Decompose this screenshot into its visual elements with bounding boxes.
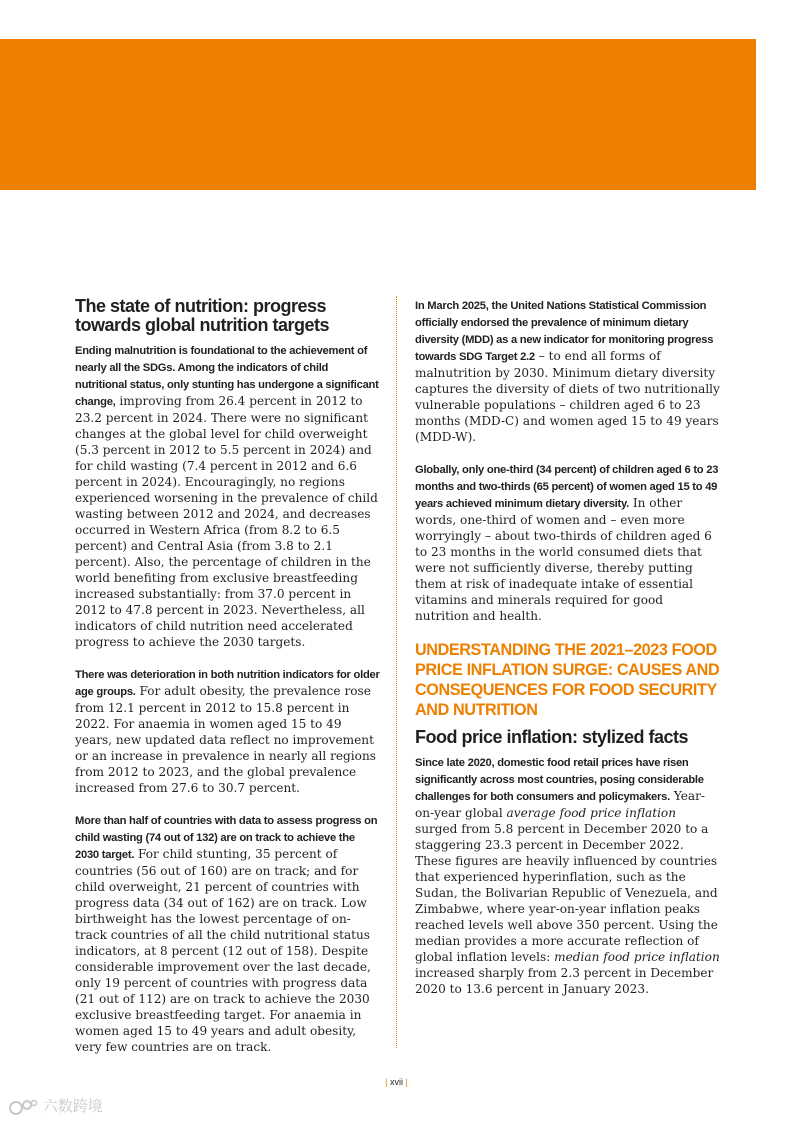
- paragraph-lead: Since late 2020, domestic food retail prices have risen significantly across most countries, posing considerable challenges for both consumers and policymakers.: [415, 757, 704, 803]
- italic-term: average food price inflation: [506, 806, 677, 820]
- column-divider: [396, 296, 397, 1048]
- watermark-text: 六数跨境: [42, 1097, 103, 1115]
- paragraph-stunting: [75, 342, 380, 650]
- paragraph-lead: There was deterioration in both nutrition indicators for older age groups.: [75, 669, 380, 698]
- page-number-text: xvii: [390, 1077, 403, 1087]
- watermark: [8, 1094, 118, 1118]
- right-column: [415, 297, 720, 1013]
- paragraph-body: In other words, one-third of women and – even more worryingly – about two-thirds of children aged 6 to 23 months in the world consumed diets that were not sufficiently diverse, thereby putting them at risk of inadequate intake of essential vitamins and minerals required for good nutrition and health.: [415, 496, 712, 623]
- paragraph-older-age: [75, 666, 380, 796]
- paragraph-body: improving from 26.4 percent in 2012 to 23.2 percent in 2024. There were no significant changes at the global level for child overweight (5.3 percent in 2012 to 5.5 percent in 2024) and for child wasting (7.4 percent in 2012 and 6.6 percent in 2024). Encouragingly, no regions experienced worsening in the prevalence of child wasting between 2012 and 2024, and decreases occurred in Western Africa (from 8.2 to 6.5 percent) and Central Asia (from 3.8 to 2.1 percent). Also, the percentage of children in the world benefiting from exclusive breastfeeding increased substantially: from 37.0 percent in 2012 to 47.8 percent in 2023. Nevertheless, all indicators of child nutrition need accelerated progress to achieve the 2030 targets.: [75, 394, 378, 649]
- folio-bar: |: [405, 1077, 408, 1087]
- paragraph-body: Year-on-year global: [415, 789, 705, 820]
- section-title: The state of nutrition: progress towards global nutrition targets: [75, 296, 330, 335]
- header-banner: [0, 39, 756, 190]
- paragraph-body: For adult obesity, the prevalence rose from 12.1 percent in 2012 to 15.8 percent in 2022. For anaemia in women aged 15 to 49 years, new updated data reflect no improvement or an increase in prevalence in nearly all regions from 2012 to 2023, and the global prevalence increased from 27.6 to 30.7 percent.: [75, 684, 376, 795]
- page-number: [0, 1077, 793, 1087]
- paragraph-body: increased sharply from 2.3 percent in December 2020 to 13.6 percent in January 2023.: [415, 966, 714, 996]
- watermark-logo-icon: [8, 1097, 38, 1117]
- paragraph-lead: Globally, only one-third (34 percent) of children aged 6 to 23 months and two-thirds (65 percent) of women aged 15 to 49 years achieved minimum dietary diversity.: [415, 464, 719, 510]
- paragraph-dietary-diversity: [415, 461, 720, 624]
- section-heading-inflation: UNDERSTANDING THE 2021–2023 FOOD PRICE INFLATION SURGE: CAUSES AND CONSEQUENCES FOR FOOD SECURITY AND NUTRITION: [415, 641, 720, 719]
- left-column: [75, 297, 380, 1071]
- folio-bar: |: [385, 1077, 388, 1087]
- paragraph-mdd-indicator: [415, 297, 720, 445]
- paragraph-body: surged from 5.8 percent in December 2020 to a staggering 23.3 percent in December 2022. These figures are heavily influenced by countries that experienced hyperinflation, such as the Sudan, the Bolivarian Republic of Venezuela, and Zimbabwe, where year-on-year inflation peaks reached levels well above 350 percent. Using the median provides a more accurate reflection of global inflation levels:: [415, 822, 718, 964]
- paragraph-body: – to end all forms of malnutrition by 2030. Minimum dietary diversity captures the diversity of diets of two nutritionally vulnerable populations – children aged 6 to 23 months (MDD-C) and women aged 15 to 49 years (MDD-W).: [415, 349, 720, 444]
- paragraph-lead: More than half of countries with data to assess progress on child wasting (74 out of 132) are on track to achieve the 2030 target.: [75, 815, 378, 861]
- paragraph-body: For child stunting, 35 percent of countries (56 out of 160) are on track; and for child overweight, 21 percent of countries with progress data (34 out of 162) are on track. Low birthweight has the lowest percentage of on-track countries of all the child nutritional status indicators, at 8 percent (12 out of 158). Despite considerable improvement over the last decade, only 19 percent of countries with progress data (21 out of 112) are on track to achieve the 2030 exclusive breastfeeding target. For anaemia in women aged 15 to 49 years and adult obesity, very few countries are on track.: [75, 847, 371, 1054]
- paragraph-on-track: [75, 812, 380, 1055]
- paragraph-lead: Ending malnutrition is foundational to the achievement of nearly all the SDGs. Among the indicators of child nutritional status, only stunting has undergone a significant change,: [75, 345, 379, 408]
- subheading-stylized-facts: Food price inflation: stylized facts: [415, 727, 689, 747]
- paragraph-food-inflation: [415, 754, 720, 997]
- paragraph-lead: In March 2025, the United Nations Statistical Commission officially endorsed the prevalence of minimum dietary diversity (MDD) as a new indicator for monitoring progress towards SDG Target 2.2: [415, 300, 714, 363]
- italic-term: median food price inflation: [554, 950, 720, 964]
